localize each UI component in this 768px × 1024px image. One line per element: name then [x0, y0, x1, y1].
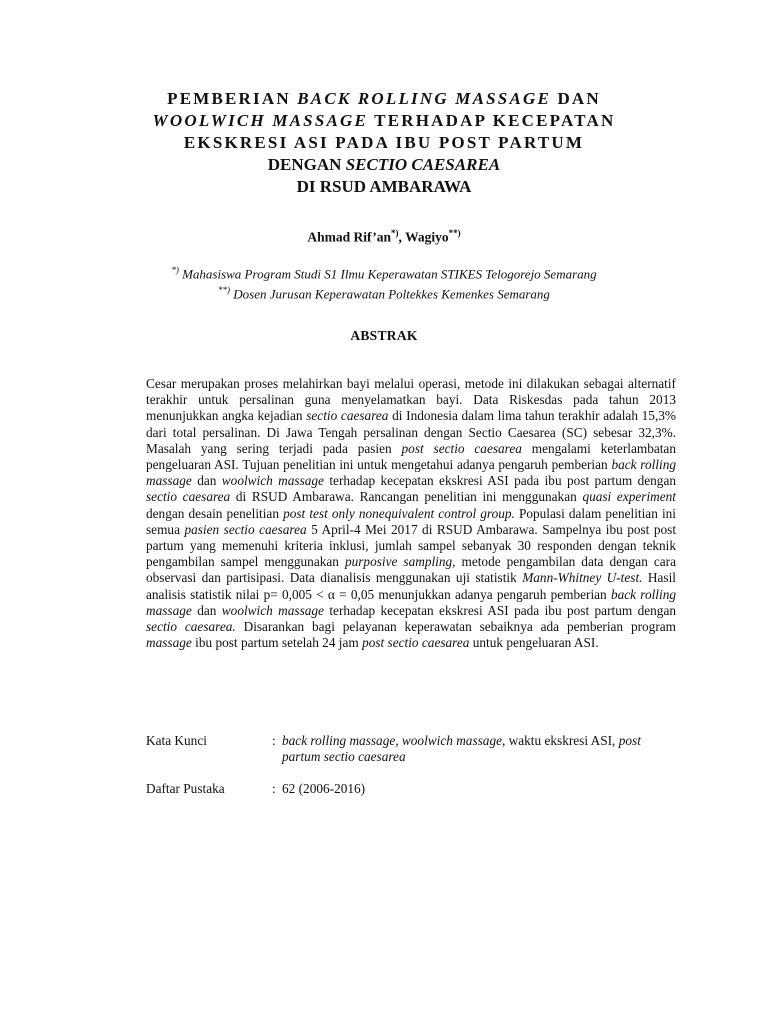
keywords-value	[282, 733, 676, 765]
abstract-text-run: 5 April-4 Mei 2017 di RSUD Ambarawa. Sampelnya ibu post post partum yang memenuhi kriteria inklusi, jumlah sampel sebanyak 30 responden dengan teknik pengambilan sampel menggunakan	[146, 521, 677, 570]
abstract-italic-run: pasien sectio caesarea	[184, 521, 307, 537]
author-mark: *)	[391, 228, 399, 238]
title-italic-text: BACK ROLLING MASSAGE	[297, 89, 551, 108]
abstract-text-run: dengan desain penelitian	[146, 505, 284, 521]
abstract-italic-run: Mann-Whitney U-test.	[522, 570, 643, 586]
abstract-text-run: Populasi dalam penelitian ini semua	[146, 505, 676, 537]
abstract-italic-run: post sectio caesarea	[401, 440, 522, 456]
abstract-text-run: mengalami keterlambatan pengeluaran ASI. Tujuan penelitian ini untuk mengetahui adanya pengaruh pemberian	[146, 440, 676, 473]
references-label: Daftar Pustaka	[146, 781, 225, 796]
affiliation-text: Dosen Jurusan Keperawatan Poltekkes Kemenkes Semarang	[230, 286, 550, 302]
title-line-3: EKSKRESI ASI PADA IBU POST PARTUM	[183, 133, 585, 152]
abstract-italic-run: purposive sampling,	[344, 554, 456, 570]
paper-title	[120, 88, 648, 198]
affiliation-line	[100, 262, 668, 282]
abstract-italic-run: massage	[146, 635, 192, 651]
affiliation-text: Mahasiswa Program Studi S1 Ilmu Keperawatan STIKES Telogorejo Semarang	[178, 266, 597, 282]
abstract-italic-run: post sectio caesarea	[362, 635, 470, 651]
keywords-separator: :	[272, 733, 276, 748]
abstract-italic-run: back rolling massage	[146, 586, 676, 618]
title-text: DAN	[551, 89, 601, 108]
keywords-text-run: waktu ekskresi ASI,	[505, 733, 619, 748]
abstract-italic-run: post test only nonequivalent control group.	[283, 505, 515, 521]
affiliation-line	[100, 282, 668, 302]
abstract-text-run: ibu post partum setelah 24 jam	[191, 635, 363, 651]
author-mark: **)	[448, 228, 461, 238]
abstract-text-run: Disarankan bagi pelayanan keperawatan sebaiknya ada pemberian program	[235, 619, 676, 635]
title-text: PEMBERIAN	[167, 89, 298, 108]
abstract-italic-run: sectio caesarea	[146, 489, 231, 505]
author-name: Wagiyo	[405, 229, 449, 245]
abstract-text-run: Hasil analisis statistik nilai p= 0,005 < α = 0,05 menunjukkan adanya pengaruh pemberian	[146, 570, 676, 602]
title-line-5: DI RSUD AMBARAWA	[296, 177, 472, 196]
abstract-text-run: dan	[191, 473, 222, 489]
affiliations	[100, 262, 668, 303]
keywords-italic-run: post partum sectio caesarea	[282, 733, 641, 765]
abstract-body	[146, 376, 676, 651]
abstract-italic-run: sectio caesarea.	[146, 619, 236, 635]
abstract-text-run: untuk pengeluaran ASI.	[469, 635, 599, 651]
title-text: TERHADAP KECEPATAN	[368, 111, 616, 130]
abstract-italic-run: woolwich massage	[221, 473, 324, 489]
abstract-text-run: terhadap kecepatan ekskresi ASI pada ibu post partum dengan	[323, 602, 676, 618]
abstract-text-run: metode pengambilan data dengan cara observasi dan partisipasi. Data dianalisis menggunakan uji statistik	[146, 554, 676, 586]
author-separator: ,	[398, 229, 406, 245]
keywords-italic-run: back rolling massage, woolwich massage,	[282, 733, 506, 748]
references-value: 62 (2006-2016)	[282, 781, 366, 796]
title-italic-text: WOOLWICH MASSAGE	[152, 111, 369, 130]
author-name: Ahmad Rif’an	[307, 229, 392, 245]
abstract-text-run: Cesar merupakan proses melahirkan bayi melalui operasi, metode ini dilakukan sebagai alternatif terakhir untuk persalinan guna menyelamatkan bayi. Data Riskesdas pada tahun 2013 menunjukkan angka kejadian	[146, 376, 676, 424]
references-separator: :	[272, 781, 276, 796]
abstract-text-run: di Indonesia dalam lima tahun terakhir adalah 15,3% dari total persalinan. Di Jawa Tengah persalinan dengan Sectio Caesarea (SC) sebesar 32,3%. Masalah yang sering terjadi pada pasien	[146, 408, 676, 456]
keywords-label: Kata Kunci	[146, 733, 207, 748]
abstract-italic-run: quasi experiment	[582, 489, 676, 505]
title-line-4	[120, 154, 648, 176]
abstract-text-run: di RSUD Ambarawa. Rancangan penelitian ini menggunakan	[230, 489, 583, 505]
abstract-text-run: terhadap kecepatan ekskresi ASI pada ibu post partum dengan	[323, 473, 676, 489]
title-text: DENGAN	[267, 155, 346, 174]
title-italic-text: SECTIO CAESAREA	[345, 155, 501, 174]
affiliation-mark: **)	[218, 285, 231, 296]
abstract-text-run: dan	[191, 602, 222, 618]
abstract-italic-run: back rolling massage	[146, 457, 676, 489]
abstract-italic-run: woolwich massage	[221, 602, 324, 618]
abstract-heading: ABSTRAK	[350, 328, 418, 343]
title-line-2	[120, 110, 648, 132]
affiliation-mark: *)	[171, 265, 179, 275]
abstract-italic-run: sectio caesarea	[306, 408, 389, 424]
title-line-1	[120, 88, 648, 110]
author-list	[120, 228, 648, 246]
